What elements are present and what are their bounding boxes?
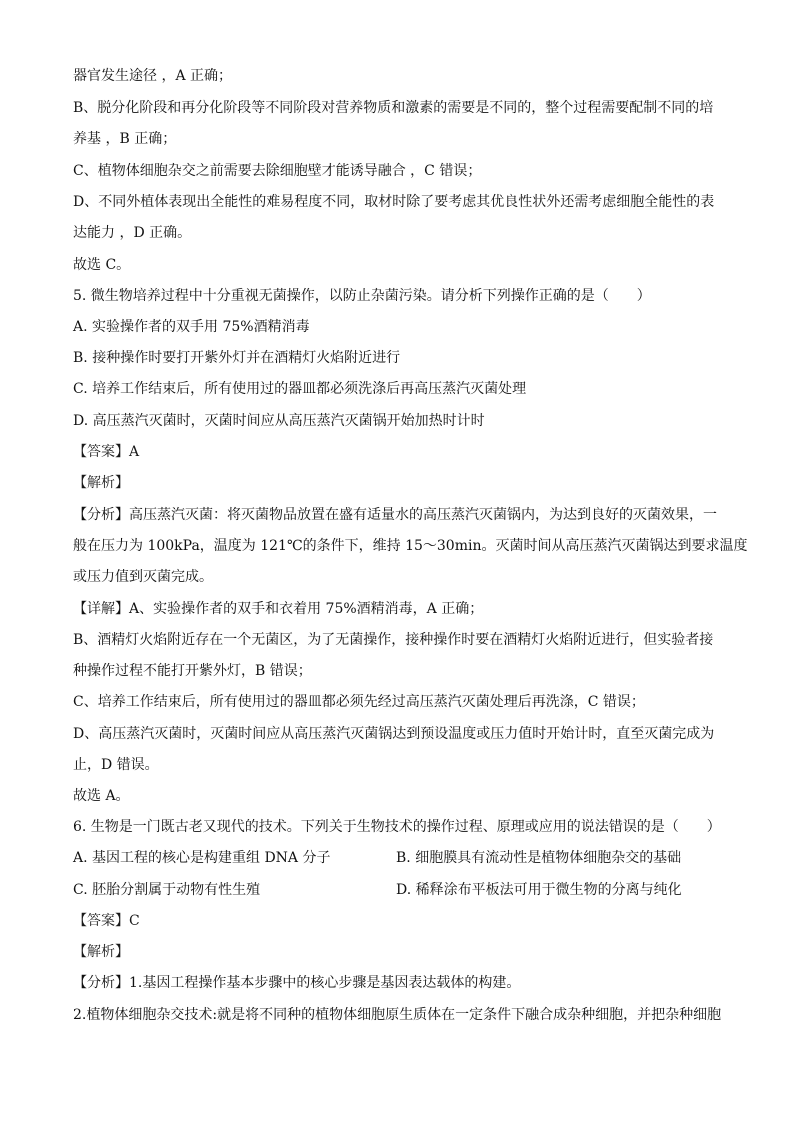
text-line: 2.植物体细胞杂交技术:就是将不同种的植物体细胞原生质体在一定条件下融合成杂种细胞，并把杂种细胞: [73, 1007, 722, 1023]
text-line: 【分析】1.基因工程操作基本步骤中的核心步骤是基因表达载体的构建。: [73, 975, 521, 991]
q5-analysis-heading: 【解析】: [73, 475, 129, 491]
q5-option-d: D. 高压蒸汽灭菌时，灭菌时间应从高压蒸汽灭菌锅开始加热时计时: [73, 413, 485, 429]
text-line: 止，D 错误。: [73, 757, 159, 773]
text-line: 器官发生途径 ，A 正确；: [73, 68, 233, 84]
question-5-stem: 5. 微生物培养过程中十分重视无菌操作，以防止杂菌污染。请分析下列操作正确的是（ ）: [73, 288, 651, 304]
q5-answer: 【答案】A: [73, 444, 140, 460]
text-line: C、植物体细胞杂交之前需要去除细胞壁才能诱导融合 ，C 错误；: [73, 163, 482, 179]
text-line: 种操作过程不能打开紫外灯，B 错误；: [73, 663, 312, 679]
q6-answer: 【答案】C: [73, 913, 140, 929]
text-line: 达能力 ，D 正确。: [73, 225, 192, 241]
text-line: 【分析】高压蒸汽灭菌：将灭菌物品放置在盛有适量水的高压蒸汽灭菌锅内，为达到良好的灭菌效果，一: [73, 507, 717, 523]
q6-option-b: B. 细胞膜具有流动性是植物体细胞杂交的基础: [396, 850, 682, 866]
text-line: C、培养工作结束后，所有使用过的器皿都必须先经过高压蒸汽灭菌处理后再洗涤，C 错误；: [73, 694, 645, 710]
q5-option-c: C. 培养工作结束后，所有使用过的器皿都必须洗涤后再高压蒸汽灭菌处理: [73, 381, 527, 397]
q6-option-c: C. 胚胎分割属于动物有性生殖: [73, 882, 261, 898]
q5-option-a: A. 实验操作者的双手用 75%酒精消毒: [73, 319, 310, 335]
q5-option-b: B. 接种操作时要打开紫外灯并在酒精灯火焰附近进行: [73, 350, 401, 366]
text-line: 养基 ，B 正确；: [73, 131, 177, 147]
text-line: 故选 C。: [73, 257, 131, 273]
text-line: B、酒精灯火焰附近存在一个无菌区，为了无菌操作，接种操作时要在酒精灯火焰附近进行，但实验者接: [73, 632, 714, 648]
q6-option-d: D. 稀释涂布平板法可用于微生物的分离与纯化: [396, 882, 682, 898]
text-line: D、不同外植体表现出全能性的难易程度不同，取材时除了要考虑其优良性状外还需考虑细胞全能性的表: [73, 194, 715, 210]
q6-option-a: A. 基因工程的核心是构建重组 DNA 分子: [73, 850, 331, 866]
text-line: 【详解】A、实验操作者的双手和衣着用 75%酒精消毒，A 正确；: [73, 601, 484, 617]
text-line: D、高压蒸汽灭菌时，灭菌时间应从高压蒸汽灭菌锅达到预设温度或压力值时开始计时，直至灭菌完成为: [73, 726, 715, 742]
text-line: B、脱分化阶段和再分化阶段等不同阶段对营养物质和激素的需要是不同的，整个过程需要配制不同的培: [73, 100, 714, 116]
q6-analysis-heading: 【解析】: [73, 944, 129, 960]
question-6-stem: 6. 生物是一门既古老又现代的技术。下列关于生物技术的操作过程、原理或应用的说法错误的是（ ）: [73, 819, 721, 835]
text-line: 般在压力为 100kPa，温度为 121℃的条件下，维持 15～30min。灭菌时间从高压蒸汽灭菌锅达到要求温度: [73, 538, 748, 554]
text-line: 故选 A。: [73, 788, 130, 804]
text-line: 或压力值到灭菌完成。: [73, 569, 213, 585]
